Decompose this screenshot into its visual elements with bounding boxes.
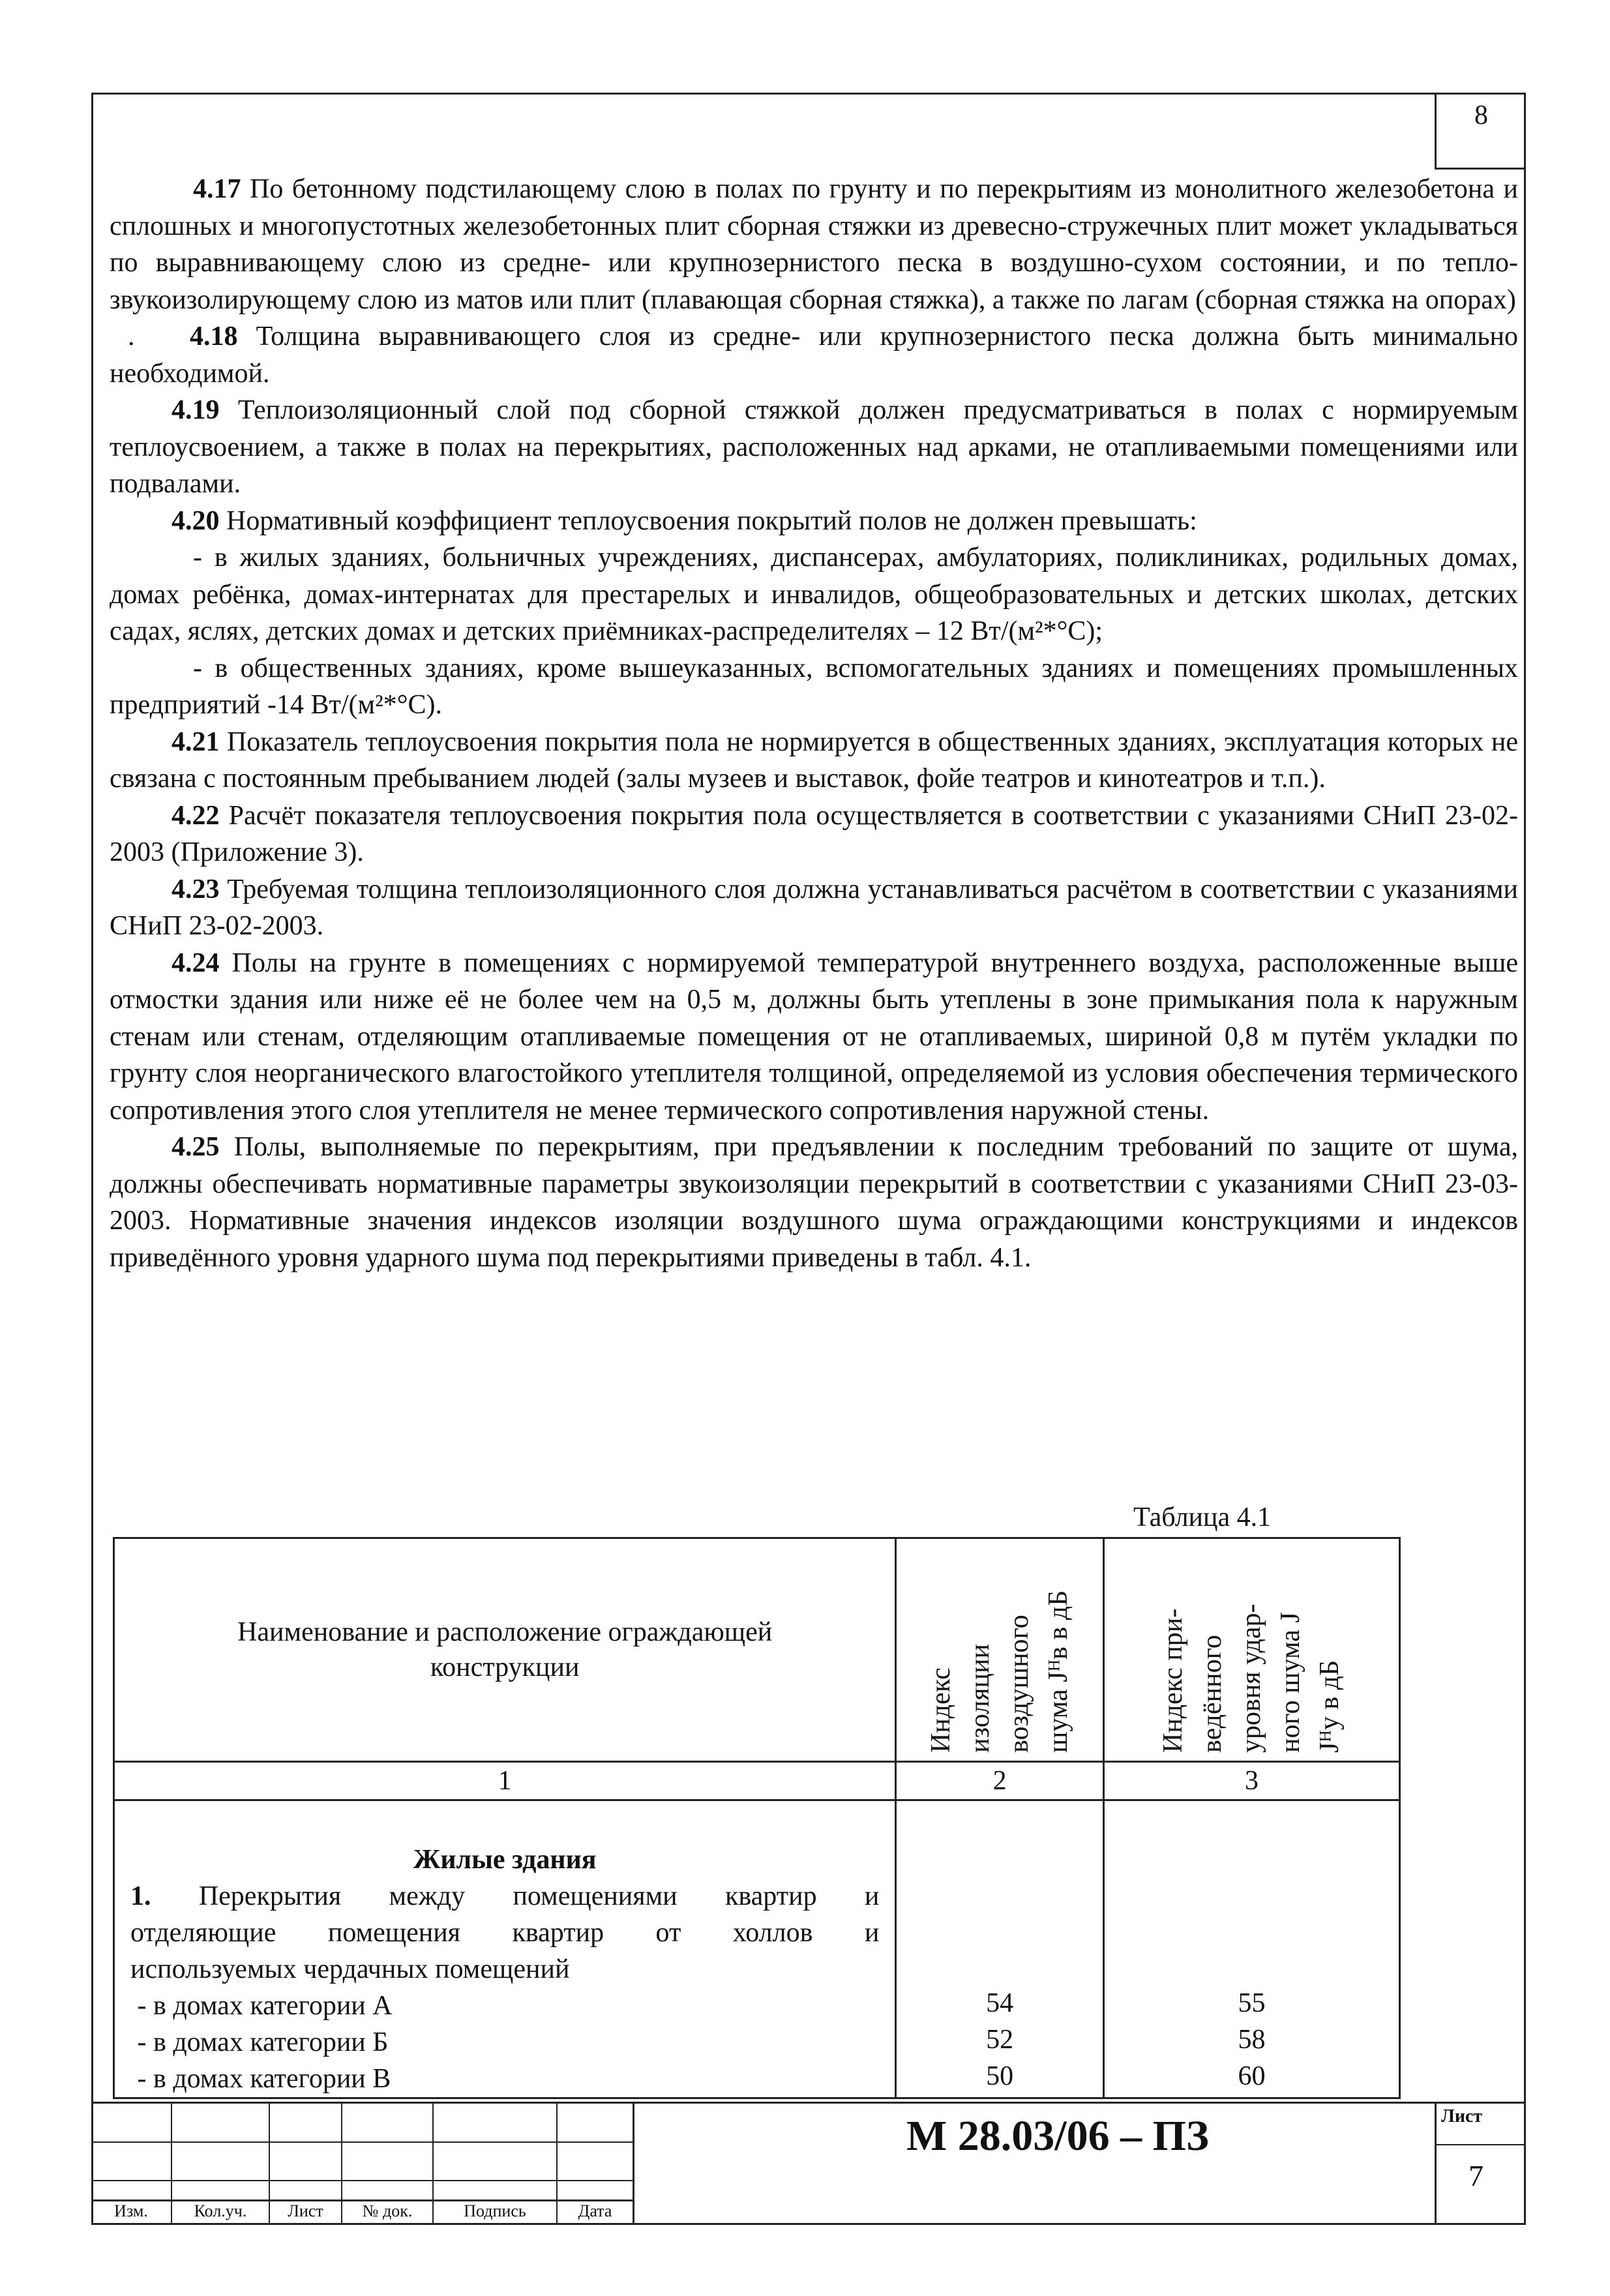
header-line: Jᴴу в дБ xyxy=(1315,1660,1345,1753)
clause-number: 4.23 xyxy=(171,874,220,904)
values-col2 xyxy=(896,1800,1104,2098)
clause-number: 4.21 xyxy=(171,726,220,757)
paragraph: - в общественных зданиях, кроме вышеуказанных, вспомогательных зданиях и помещениях промышленных предприятий -14 Вт/(м²*°С). xyxy=(110,653,1518,720)
clause-number: 4.22 xyxy=(171,800,220,831)
paragraph: 4.19 Теплоизоляционный слой под сборной стяжкой должен предусматриваться в полах с нормируемым теплоусвоением, а также в полах на перекрытиях, расположенных над арками, не отапливаемыми помещениями или подвалами. xyxy=(110,395,1518,499)
sheet-label: Лист xyxy=(1441,2106,1483,2126)
col-number: 3 xyxy=(1103,1762,1399,1800)
header-col3 xyxy=(1103,1538,1399,1762)
row-label: - в домах категории Б xyxy=(130,2027,389,2057)
value: 54 xyxy=(986,1988,1014,2018)
table-4-1 xyxy=(113,1537,1401,2099)
paragraph: 4.21 Показатель теплоусвоения покрытия пола не нормируется в общественных зданиях, эксплуатация которых не связана с постоянным пребыванием людей (залы музеев и выставок, фойе театров и кинотеатров и т.п.). xyxy=(110,726,1518,794)
col-number: 2 xyxy=(896,1762,1104,1800)
header-line: воздушного xyxy=(1004,1615,1035,1753)
clause-number: 4.19 xyxy=(171,395,220,425)
item-line: используемых чердачных помещений xyxy=(130,1954,570,1984)
row-label: - в домах категории А xyxy=(130,1991,393,2021)
value: 58 xyxy=(1238,2025,1266,2055)
body-text xyxy=(110,171,1518,1276)
paragraph: 4.25 Полы, выполняемые по перекрытиям, при предъявлении к последним требований по защите от шума, должны обеспечивать нормативные параметры звукоизоляции перекрытий в соответствии с указаниями СНиП 23-03-2003. Нормативные значения индексов изоляции воздушного шума ограждающими конструкциями и индексов приведённого уровня ударного шума под перекрытиями приведены в табл. 4.1. xyxy=(110,1132,1518,1273)
values-col3 xyxy=(1103,1800,1399,2098)
title-block xyxy=(91,2102,1526,2225)
value: 60 xyxy=(1238,2061,1266,2091)
paragraph: 4.22 Расчёт показателя теплоусвоения покрытия пола осуществляется в соответствии с указаниями СНиП 23-02-2003 (Приложение 3). xyxy=(110,800,1518,867)
col-number: 1 xyxy=(114,1762,896,1800)
col-label: Дата xyxy=(578,2201,612,2220)
paragraph: 4.23 Требуемая толщина теплоизоляционного слоя должна устанавливаться расчётом в соответствии с указаниями СНиП 23-02-2003. xyxy=(110,874,1518,941)
document-code: М 28.03/06 – ПЗ xyxy=(906,2112,1209,2160)
table-caption: Таблица 4.1 xyxy=(1133,1502,1272,1532)
clause-number: 4.17 xyxy=(193,174,241,204)
header-line: Индекс при- xyxy=(1158,1608,1189,1753)
header-line: уровня удар- xyxy=(1236,1603,1267,1753)
paragraph: 4.24 Полы на грунте в помещениях с нормируемой температурой внутреннего воздуха, расположенные выше отмостки здания или ниже её не более чем на 0,5 м, должны быть утеплены в зоне примыкания пола к наружным стенам или стенам, отделяющим отапливаемые помещения от не отапливаемых, шириной 0,8 м путём укладки по грунту слоя неорганического влагостойкого утеплителя толщиной, определяемой из условия обеспечения термического сопротивления этого слоя утеплителя не менее термического сопротивления наружной стены. xyxy=(110,947,1518,1126)
col-label: Лист xyxy=(288,2201,323,2220)
sheet-number: 7 xyxy=(1468,2159,1483,2192)
item-line: отделяющие помещения квартир от холлов и xyxy=(130,1918,880,1948)
clause-number: 4.24 xyxy=(171,947,220,978)
col-label: Подпись xyxy=(464,2201,526,2220)
header-col1: Наименование и расположение ограждающей конструкции xyxy=(114,1538,896,1762)
header-line: ведённого xyxy=(1197,1635,1228,1753)
page-number: 8 xyxy=(1435,93,1526,170)
clause-number: 4.25 xyxy=(171,1132,220,1162)
item-line: 1. Перекрытия между помещениями квартир и xyxy=(130,1881,880,1911)
paragraph: . 4.18 Толщина выравнивающего слоя из средне- или крупнозернистого песка должна быть минимально необходимой. xyxy=(110,321,1518,389)
row-label: - в домах категории В xyxy=(130,2064,391,2094)
col-label: Кол.уч. xyxy=(194,2201,247,2220)
header-line: изоляции xyxy=(965,1644,996,1753)
table-row xyxy=(114,1800,1400,2098)
paragraph: - в жилых зданиях, больничных учреждениях, диспансерах, амбулаториях, поликлиниках, родильных домах, домах ребёнка, домах-интернатах для престарелых и инвалидов, общеобразовательных и детских школах, детских садах, яслях, детских домах и детских приёмниках-распределителях – 12 Вт/(м²*°С); xyxy=(110,543,1518,646)
row-description xyxy=(114,1800,896,2098)
value: 52 xyxy=(986,2025,1014,2055)
header-line: шума Jᴴв в дБ xyxy=(1043,1590,1074,1753)
paragraph: 4.20 Нормативный коэффициент теплоусвоения покрытий полов не должен превышать: xyxy=(171,505,1197,536)
section-title: Жилые здания xyxy=(413,1845,597,1875)
col-label: № док. xyxy=(362,2201,413,2220)
clause-number: 4.18 xyxy=(189,321,238,351)
col-label: Изм. xyxy=(114,2201,148,2220)
clause-number: 4.20 xyxy=(171,505,220,536)
paragraph: 4.17 По бетонному подстилающему слою в полах по грунту и по перекрытиям из монолитного железобетона и сплошных и многопустотных железобетонных плит сборная стяжки из древесно-стружечных плит может укладываться по выравнивающему слою из средне- или крупнозернистого песка в воздушно-сухом состоянии, и по тепло-звукоизолирующему слою из матов или плит (плавающая сборная стяжка), а также по лагам (сборная стяжка на опорах) xyxy=(110,174,1518,315)
value: 55 xyxy=(1238,1988,1266,2018)
header-col2 xyxy=(896,1538,1104,1762)
value: 50 xyxy=(986,2061,1014,2091)
header-line: ного шума J xyxy=(1275,1612,1306,1753)
header-line: Индекс xyxy=(926,1667,957,1753)
column-numbers-row xyxy=(114,1762,1400,1800)
